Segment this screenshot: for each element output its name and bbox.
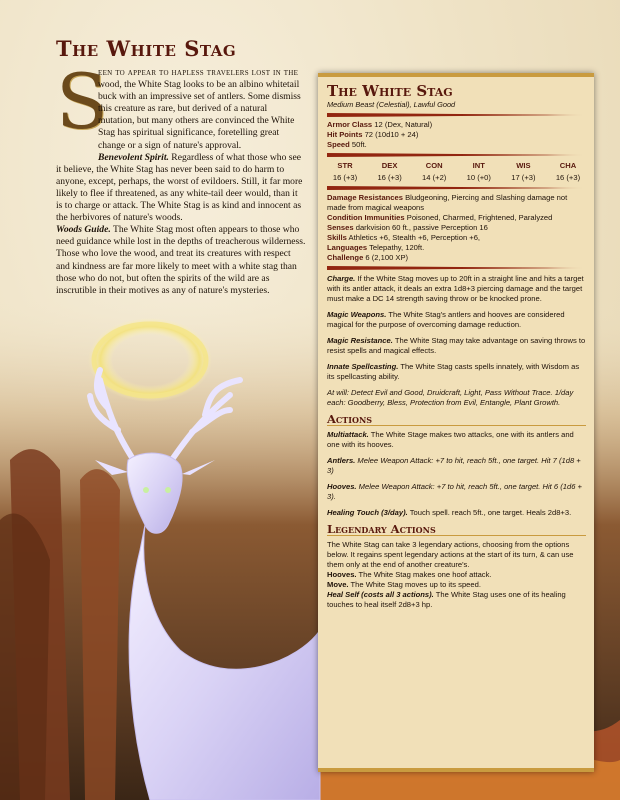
ability-name: CON bbox=[425, 161, 443, 170]
intro-paragraph bbox=[56, 57, 306, 152]
speed bbox=[327, 140, 586, 150]
trait-name: Charge. bbox=[327, 274, 356, 283]
benevolent-paragraph bbox=[56, 152, 306, 225]
action-text: Melee Weapon Attack: +7 to hit, reach 5ft., one target. Hit 7 (1d8 + 3) bbox=[327, 456, 581, 475]
legendary-text: The White Stag uses one of its healing touches to heal itself 2d8+3 hp. bbox=[327, 590, 566, 609]
ability-name: INT bbox=[472, 161, 485, 170]
languages-value: Telepathy, 120ft. bbox=[369, 243, 425, 252]
trait-text: The White Stag may take advantage on saving throws to resist spells and magical effects. bbox=[327, 336, 586, 355]
action-text: Melee Weapon Attack: +7 to hit, reach 5ft., one target. Hit 6 (1d6 + 3). bbox=[327, 482, 582, 501]
senses bbox=[327, 223, 586, 233]
legendary-heal-self bbox=[327, 590, 586, 610]
trait-innate-spellcasting bbox=[327, 362, 586, 382]
trait-magic-weapons bbox=[327, 310, 586, 330]
hp-label: Hit Points bbox=[327, 130, 363, 139]
legendary-hooves bbox=[327, 570, 586, 580]
benevolent-title: Benevolent Spirit. bbox=[98, 151, 169, 163]
ability-str bbox=[327, 161, 363, 183]
legendary-header: Legendary Actions bbox=[327, 524, 586, 536]
action-antlers bbox=[327, 456, 586, 476]
intro-column bbox=[56, 36, 306, 297]
action-hooves bbox=[327, 482, 586, 502]
senses-value: darkvision 60 ft., passive Perception 16 bbox=[355, 223, 488, 232]
ability-value: 10 (+0) bbox=[466, 173, 491, 182]
ability-value: 16 (+3) bbox=[555, 173, 581, 182]
ability-dex bbox=[372, 161, 408, 183]
trait-name: Magic Weapons. bbox=[327, 310, 387, 319]
cond-imm-value: Poisoned, Charmed, Frightened, Paralyzed bbox=[406, 213, 553, 222]
trait-name: Innate Spellcasting. bbox=[327, 362, 399, 371]
stat-name: The White Stag bbox=[327, 82, 453, 100]
actions-header: Actions bbox=[327, 414, 586, 426]
trait-text: The White Stag's antlers and hooves are considered magical for the purpose of overcoming damage reduction. bbox=[327, 310, 565, 329]
woods-paragraph bbox=[56, 224, 306, 297]
speed-label: Speed bbox=[327, 140, 350, 149]
condition-immunities bbox=[327, 213, 586, 223]
divider bbox=[327, 186, 586, 190]
ability-name: WIS bbox=[516, 161, 531, 170]
ability-con bbox=[416, 161, 452, 183]
action-text: Touch spell. reach 5ft., one target. Heals 2d8+3. bbox=[409, 508, 572, 517]
action-name: Multiattack. bbox=[327, 430, 369, 439]
stat-type: Medium Beast (Celestial), Lawful Good bbox=[327, 100, 456, 109]
ability-name: DEX bbox=[381, 161, 398, 170]
skills-label: Skills bbox=[327, 233, 347, 242]
trait-charge bbox=[327, 274, 586, 304]
trait-text: The White Stag casts spells innately, with Wisdom as its spellcasting ability. bbox=[327, 362, 580, 381]
ability-value: 16 (+3) bbox=[332, 173, 358, 182]
legendary-move bbox=[327, 580, 586, 590]
ability-value: 16 (+3) bbox=[377, 173, 402, 182]
intro-text bbox=[56, 57, 306, 297]
trait-text: If the White Stag moves up to 20ft in a straight line and hits a target with its antler attack, it deals an extra 1d8+3 piercing damage and the target must make a DC 14 strength saving throw or be knocked prone. bbox=[327, 274, 584, 303]
dmg-res-label: Damage Resistances bbox=[327, 193, 403, 202]
ability-value: 14 (+2) bbox=[422, 173, 447, 182]
intro-rest: wood, the White Stag looks to be an albino whitetail buck with an impressive set of antlers. Some dismiss this creature as rare, but derived of a natural mutation, but many others are convinced the White Stag has spiritual significance, foretelling great change or a sign of nature's approval. bbox=[98, 79, 301, 151]
cond-imm-label: Condition Immunities bbox=[327, 213, 405, 222]
skills-value: Athletics +6, Stealth +6, Perception +6, bbox=[348, 233, 481, 242]
legendary-name: Heal Self (costs all 3 actions). bbox=[327, 590, 434, 599]
divider bbox=[327, 113, 586, 117]
dropcap-letter: S bbox=[56, 57, 109, 146]
ability-name: STR bbox=[337, 161, 353, 170]
dmg-res-value: Bludgeoning, Piercing and Slashing damage not made from magical weapons bbox=[327, 193, 568, 212]
ability-wis bbox=[505, 161, 541, 183]
ability-name: CHA bbox=[559, 161, 577, 170]
challenge-label: Challenge bbox=[327, 253, 364, 262]
action-name: Healing Touch (3/day). bbox=[327, 508, 408, 517]
languages-label: Languages bbox=[327, 243, 368, 252]
damage-resistances bbox=[327, 193, 586, 213]
skills bbox=[327, 233, 586, 243]
divider bbox=[327, 266, 586, 270]
hp-value: 72 (10d10 + 24) bbox=[364, 130, 419, 139]
page-title: The White Stag bbox=[56, 36, 237, 61]
spell-list: At will: Detect Evil and Good, Druidcraft, Light, Pass Without Trace. 1/day each: Goodberry, Bless, Protection from Evil, Entangle, Plant Growth. bbox=[327, 388, 574, 407]
benevolent-text: Regardless of what those who see it believe, the White Stag has never been said to do harm to anyone, except, perhaps, the worst of evildoers. Still, it far more likely to flee if threatened, as any white-tail deer would, than it is to charge or attack. The White Stag is as kind and innocent as the herbivores of nature's woods. bbox=[56, 151, 303, 224]
hit-points bbox=[327, 130, 586, 140]
armor-class bbox=[327, 120, 586, 130]
challenge bbox=[327, 253, 586, 263]
trait-magic-resistance bbox=[327, 336, 586, 356]
legendary-text: The White Stag makes one hoof attack. bbox=[358, 570, 492, 579]
action-name: Antlers. bbox=[327, 456, 356, 465]
ability-cha bbox=[550, 161, 586, 183]
ability-int bbox=[461, 161, 497, 183]
woods-text: The White Stag most often appears to those who need guidance while lost in the depths of treacherous wilderness. Those who love the wood, and treat its creatures with respect and kindness are far more likely to meet with a white stag than those who do not, but often the spirits of the wild are as inscrutible in their motives as any of nature's mysteries. bbox=[56, 224, 306, 296]
legendary-name: Move. bbox=[327, 580, 349, 589]
trait-name: Magic Resistance. bbox=[327, 336, 393, 345]
intro-lead: een to appear to hapless travelers lost in the bbox=[98, 67, 299, 78]
woods-title: Woods Guide. bbox=[56, 224, 111, 236]
action-text: The White Stage makes two attacks, one with its antlers and one with its hooves. bbox=[327, 430, 574, 449]
legendary-text: The White Stag moves up to its speed. bbox=[350, 580, 481, 589]
armor-value: 12 (Dex, Natural) bbox=[374, 120, 433, 129]
languages bbox=[327, 243, 586, 253]
challenge-value: 6 (2,100 XP) bbox=[365, 253, 409, 262]
legendary-intro: The White Stag can take 3 legendary actions, choosing from the options below. It regains spent legendary actions at the start of its turn, & can use them only at the end of another creature's. bbox=[327, 540, 574, 569]
action-name: Hooves. bbox=[327, 482, 357, 491]
senses-label: Senses bbox=[327, 223, 354, 232]
armor-label: Armor Class bbox=[327, 120, 373, 129]
stat-block bbox=[318, 73, 594, 772]
legendary-name: Hooves. bbox=[327, 570, 357, 579]
action-multiattack bbox=[327, 430, 586, 450]
action-healing-touch bbox=[327, 508, 586, 518]
ability-value: 17 (+3) bbox=[511, 173, 536, 182]
ability-scores bbox=[327, 161, 586, 183]
divider bbox=[327, 153, 586, 157]
speed-value: 50ft. bbox=[351, 140, 367, 149]
